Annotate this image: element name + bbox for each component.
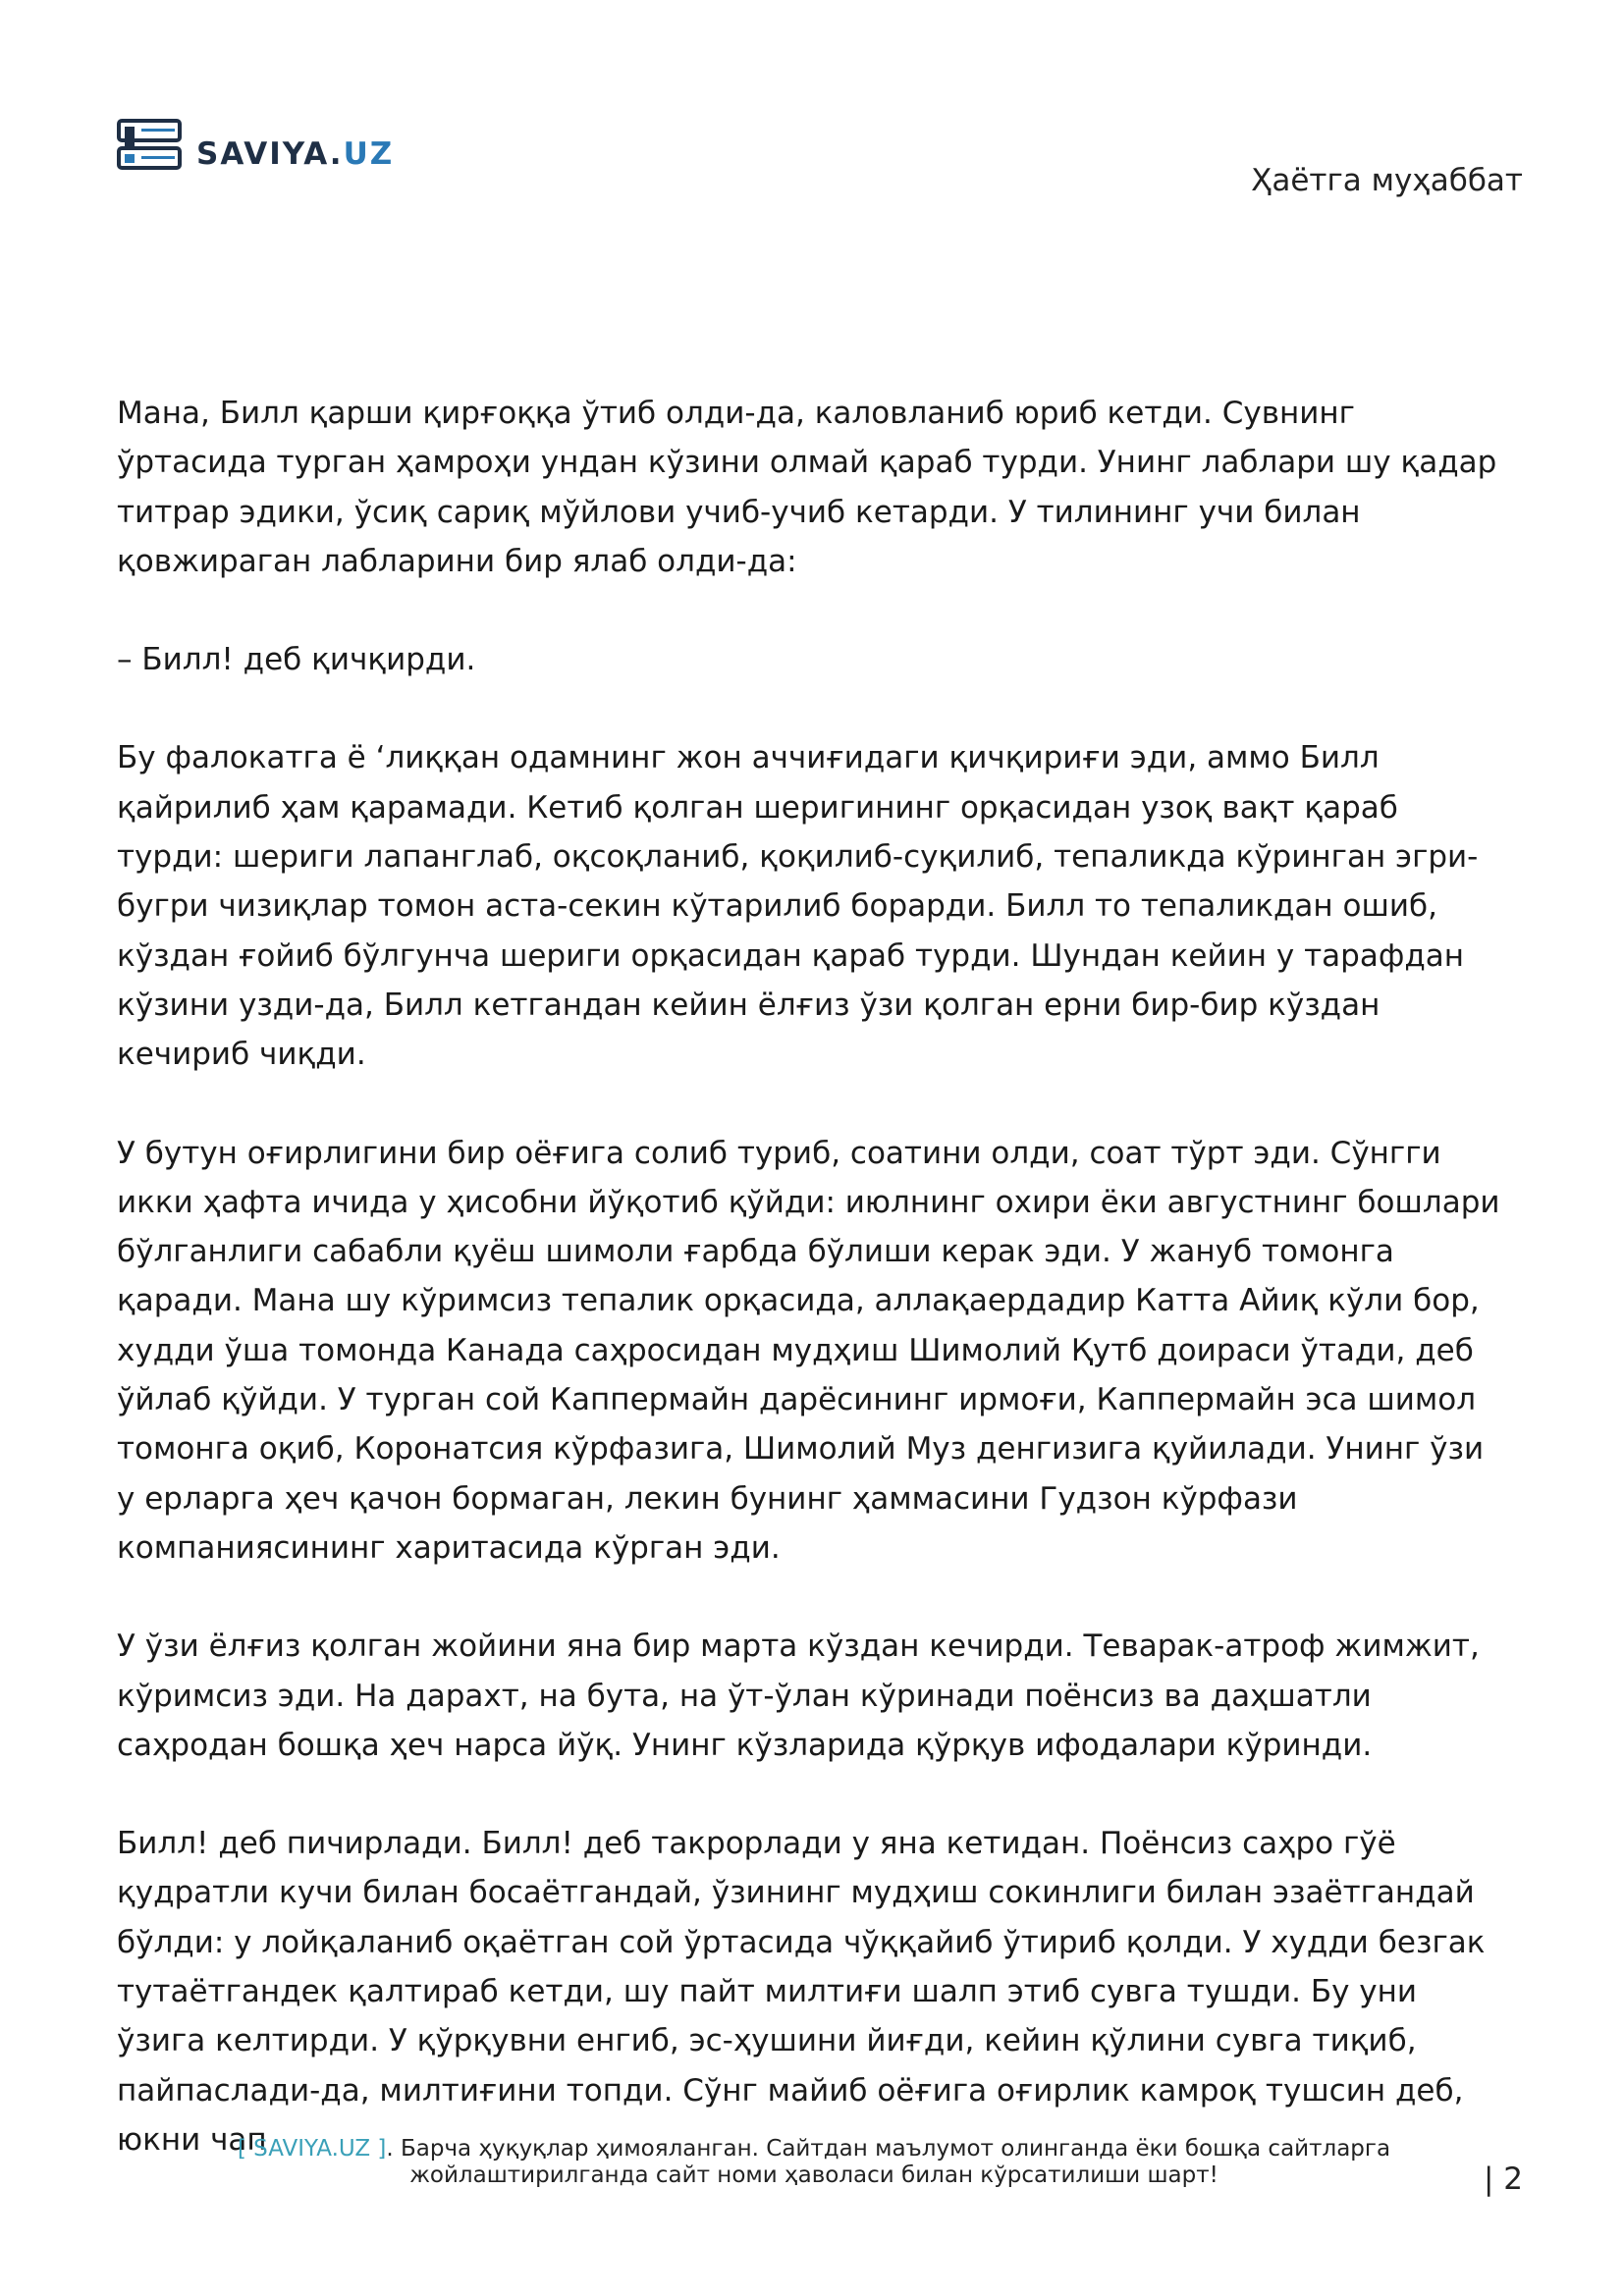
footer-notice [117,2136,1511,2189]
paragraph: У ўзи ёлғиз қолган жойини яна бир марта кўздан кечирди. Теварак-атроф жимжит, кўримсиз эди. На дарахт, на бута, на ўт-ўлан кўринади поёнсиз ва даҳшатли саҳродан бошқа ҳеч нарса йўқ. Унинг кўзларида қўрқув ифодалари кўринди. [117,1629,1480,1763]
paragraph: Бу фалокатга ё ‘лиққан одамнинг жон аччиғидаги қичқириғи эди, аммо Билл қайрилиб ҳам қарамади. Кетиб қолган шеригининг орқасидан узоқ вақт қараб турди: шериги лапанглаб, оқсоқланиб, қоқилиб-суқилиб, тепаликда кўринган эгри-бугри чизиқлар томон аста-секин кўтарилиб борарди. Билл то тепаликдан ошиб, кўздан ғойиб бўлгунча шериги орқасидан қараб турди. Шундан кейин у тарафдан кўзини узди-да, Билл кетгандан кейин ёлғиз ўзи қолган ерни бир-бир кўздан кечириб чиқди. [117,740,1479,1073]
logo-wordmark [196,136,394,172]
paragraph: У бутун оғирлигини бир оёғига солиб туриб, соатини олди, соат тўрт эди. Сўнгги икки ҳафта ичида у ҳисобни йўқотиб қўйди: июлнинг охири ёки августнинг бошлари бўлганлиги сабабли қуёш шимоли ғарбда бўлиши керак эди. У жануб томонга қаради. Мана шу кўримсиз тепалик орқасида, аллақаердадир Катта Айиқ кўли бор, худди ўша томонда Канада саҳросидан мудҳиш Шимолий Қутб доираси ўтади, деб ўйлаб қўйди. У турган сой Каппермайн дарёсининг ирмоғи, Каппермайн эса шимол томонга оқиб, Коронатсия кўрфазига, Шимолий Муз денгизига қуйилади. Унинг ўзи у ерларга ҳеч қачон бормаган, лекин бунинг ҳаммасини Гудзон кўрфази компаниясининг харитасида кўрган эди. [117,1135,1500,1566]
logo-name: SAVIYA. [196,136,344,172]
document-body [117,389,1511,2164]
page-number: | 2 [1483,2162,1523,2197]
footer-brand-link[interactable]: [ SAVIYA.UZ ] [237,2136,387,2162]
logo-book-icon [116,118,187,173]
logo-tld: UZ [343,136,395,172]
site-logo[interactable] [116,116,394,175]
document-title: Ҳаётга муҳаббат [1251,163,1523,198]
paragraph: – Билл! деб қичқирди. [117,642,476,678]
footer-copyright-text: . Барча ҳуқуқлар ҳимояланган. Сайтдан маълумот олинганда ёки бошқа сайтларга жойлаштирилганда сайт номи ҳаволаси билан кўрсатилиши шарт! [386,2136,1391,2188]
paragraph: Билл! деб пичирлади. Билл! деб такрорлади у яна кетидан. Поёнсиз саҳро гўё қудратли кучи билан босаётгандай, ўзининг мудҳиш сокинлиги билан эзаётгандай бўлди: у лойқаланиб оқаётган сой ўртасида чўққайиб ўтириб қолди. У худди безгак тутаётгандек қалтираб кетди, шу пайт милтиғи шалп этиб сувга тушди. Бу уни ўзига келтирди. У қўрқувни енгиб, эс-ҳушини йиғди, кейин қўлини сувга тиқиб, пайпаслади-да, милтиғини топди. Сўнг майиб оёғига оғирлик камроқ тушсин деб, юкни чап [117,1826,1486,2158]
paragraph: Мана, Билл қарши қирғоққа ўтиб олди-да, каловланиб юриб кетди. Сувнинг ўртасида турган ҳамроҳи ундан кўзини олмай қараб турди. Унинг лаблари шу қадар титрар эдики, ўсиқ сариқ мўйлови учиб-учиб кетарди. У тилининг учи билан қовжираган лабларини бир ялаб олди-да: [117,396,1497,579]
